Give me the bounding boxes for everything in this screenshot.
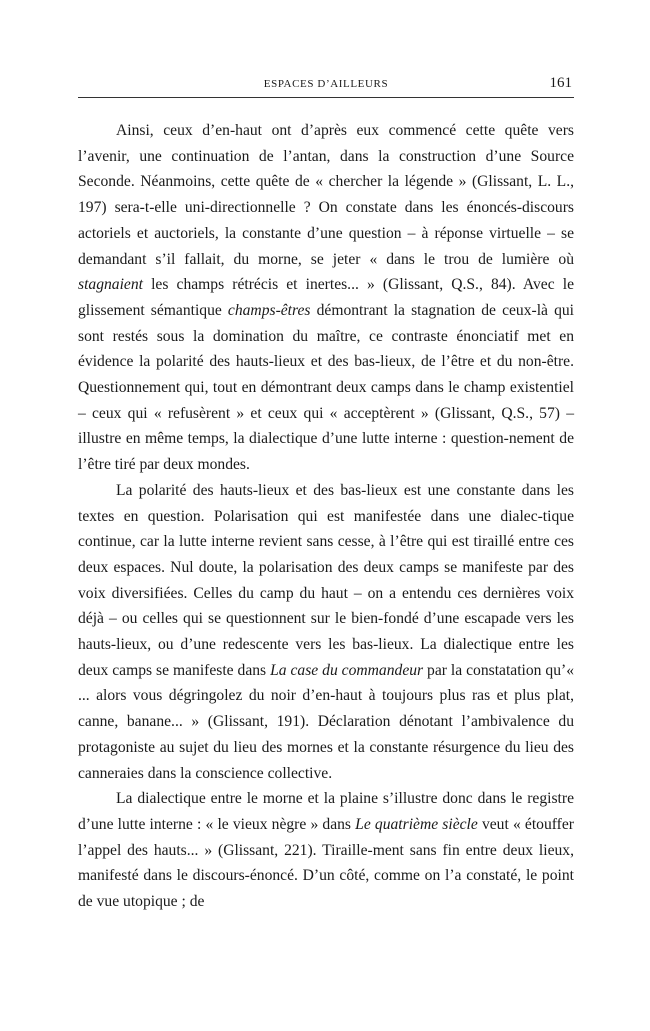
italic-text: La case du commandeur <box>270 661 424 679</box>
text-run: démontrant la stagnation de ceux-là qui sont restés sous la domination du maître, ce contraste énonciatif met en évidence la polarité des hauts-lieux et des bas-lieux, de l’être et du non-être. Questionnement qui, tout en démontrant deux camps dans le champ existentiel – ceux qui « refusèrent » et ceux qui « acceptèrent » (Glissant, Q.S., 57) – illustre en même temps, la dialectique d’une lutte interne : question-nement de l’être tiré par deux mondes. <box>78 301 574 474</box>
italic-text: Le quatrième siècle <box>355 815 478 833</box>
text-run: par la constatation qu’« ... alors vous dégringolez du noir d’en-haut à toujours plus ras et plus plat, canne, banane... » (Glissant, 191). Déclaration dénotant l’ambivalence du protagoniste au sujet du lieu des mornes et la constante résurgence du lieu des canneraies dans la conscience collective. <box>78 661 574 782</box>
paragraph-1 <box>78 118 574 478</box>
text-run: La dialectique entre le morne et la plaine s’illustre donc dans le registre d’une lutte interne : « le vieux nègre » dans <box>78 790 574 833</box>
page-header <box>78 75 574 95</box>
italic-text: champs-êtres <box>227 301 311 319</box>
body-text <box>78 118 574 915</box>
paragraph-3 <box>78 786 574 915</box>
italic-text: stagnaient <box>78 276 143 294</box>
text-run: Ainsi, ceux d’en-haut ont d’après eux commencé cette quête vers l’avenir, une continuation de l’antan, dans la construction d’une Source Seconde. Néanmoins, cette quête de « chercher la légende » (Glissant, L. L., 197) sera-t-elle uni-directionnelle ? On constate dans les énoncés-discours actoriels et auctoriels, la constante d’une question – à réponse virtuelle – se demandant s’il fallait, du morne, se jeter « dans le trou de lumière où <box>78 122 574 268</box>
book-page <box>78 0 574 1031</box>
text-run: La polarité des hauts-lieux et des bas-lieux est une constante dans les textes en question. Polarisation qui est manifestée dans une dialec-tique continue, car la lutte interne revient sans cesse, à l’être qui est tiraillé entre ces deux espaces. Nul doute, la polarisation des deux camps se manifeste par des voix diversifiées. Celles du camp du haut – on a entendu ces dernières voix déjà – ou celles qui se questionnent sur le bien-fondé d’une escapade vers les hauts-lieux, ou d’une redescente vers les bas-lieux. La dialectique entre les deux camps se manifeste dans <box>78 481 574 679</box>
text-run: les champs rétrécis et inertes... » (Glissant, Q.S., 84). Avec le glissement sémantique <box>78 276 574 319</box>
paragraph-2 <box>78 478 574 786</box>
page-number: 161 <box>549 75 572 91</box>
header-rule <box>78 97 574 98</box>
text-run: veut « étouffer l’appel des hauts... » (Glissant, 221). Tiraille-ment sans fin entre deux lieux, manifesté dans le discours-énoncé. D’un côté, comme on l’a constaté, le point de vue utopique ; de <box>78 815 574 911</box>
running-title: ESPACES D’AILLEURS <box>263 78 389 90</box>
